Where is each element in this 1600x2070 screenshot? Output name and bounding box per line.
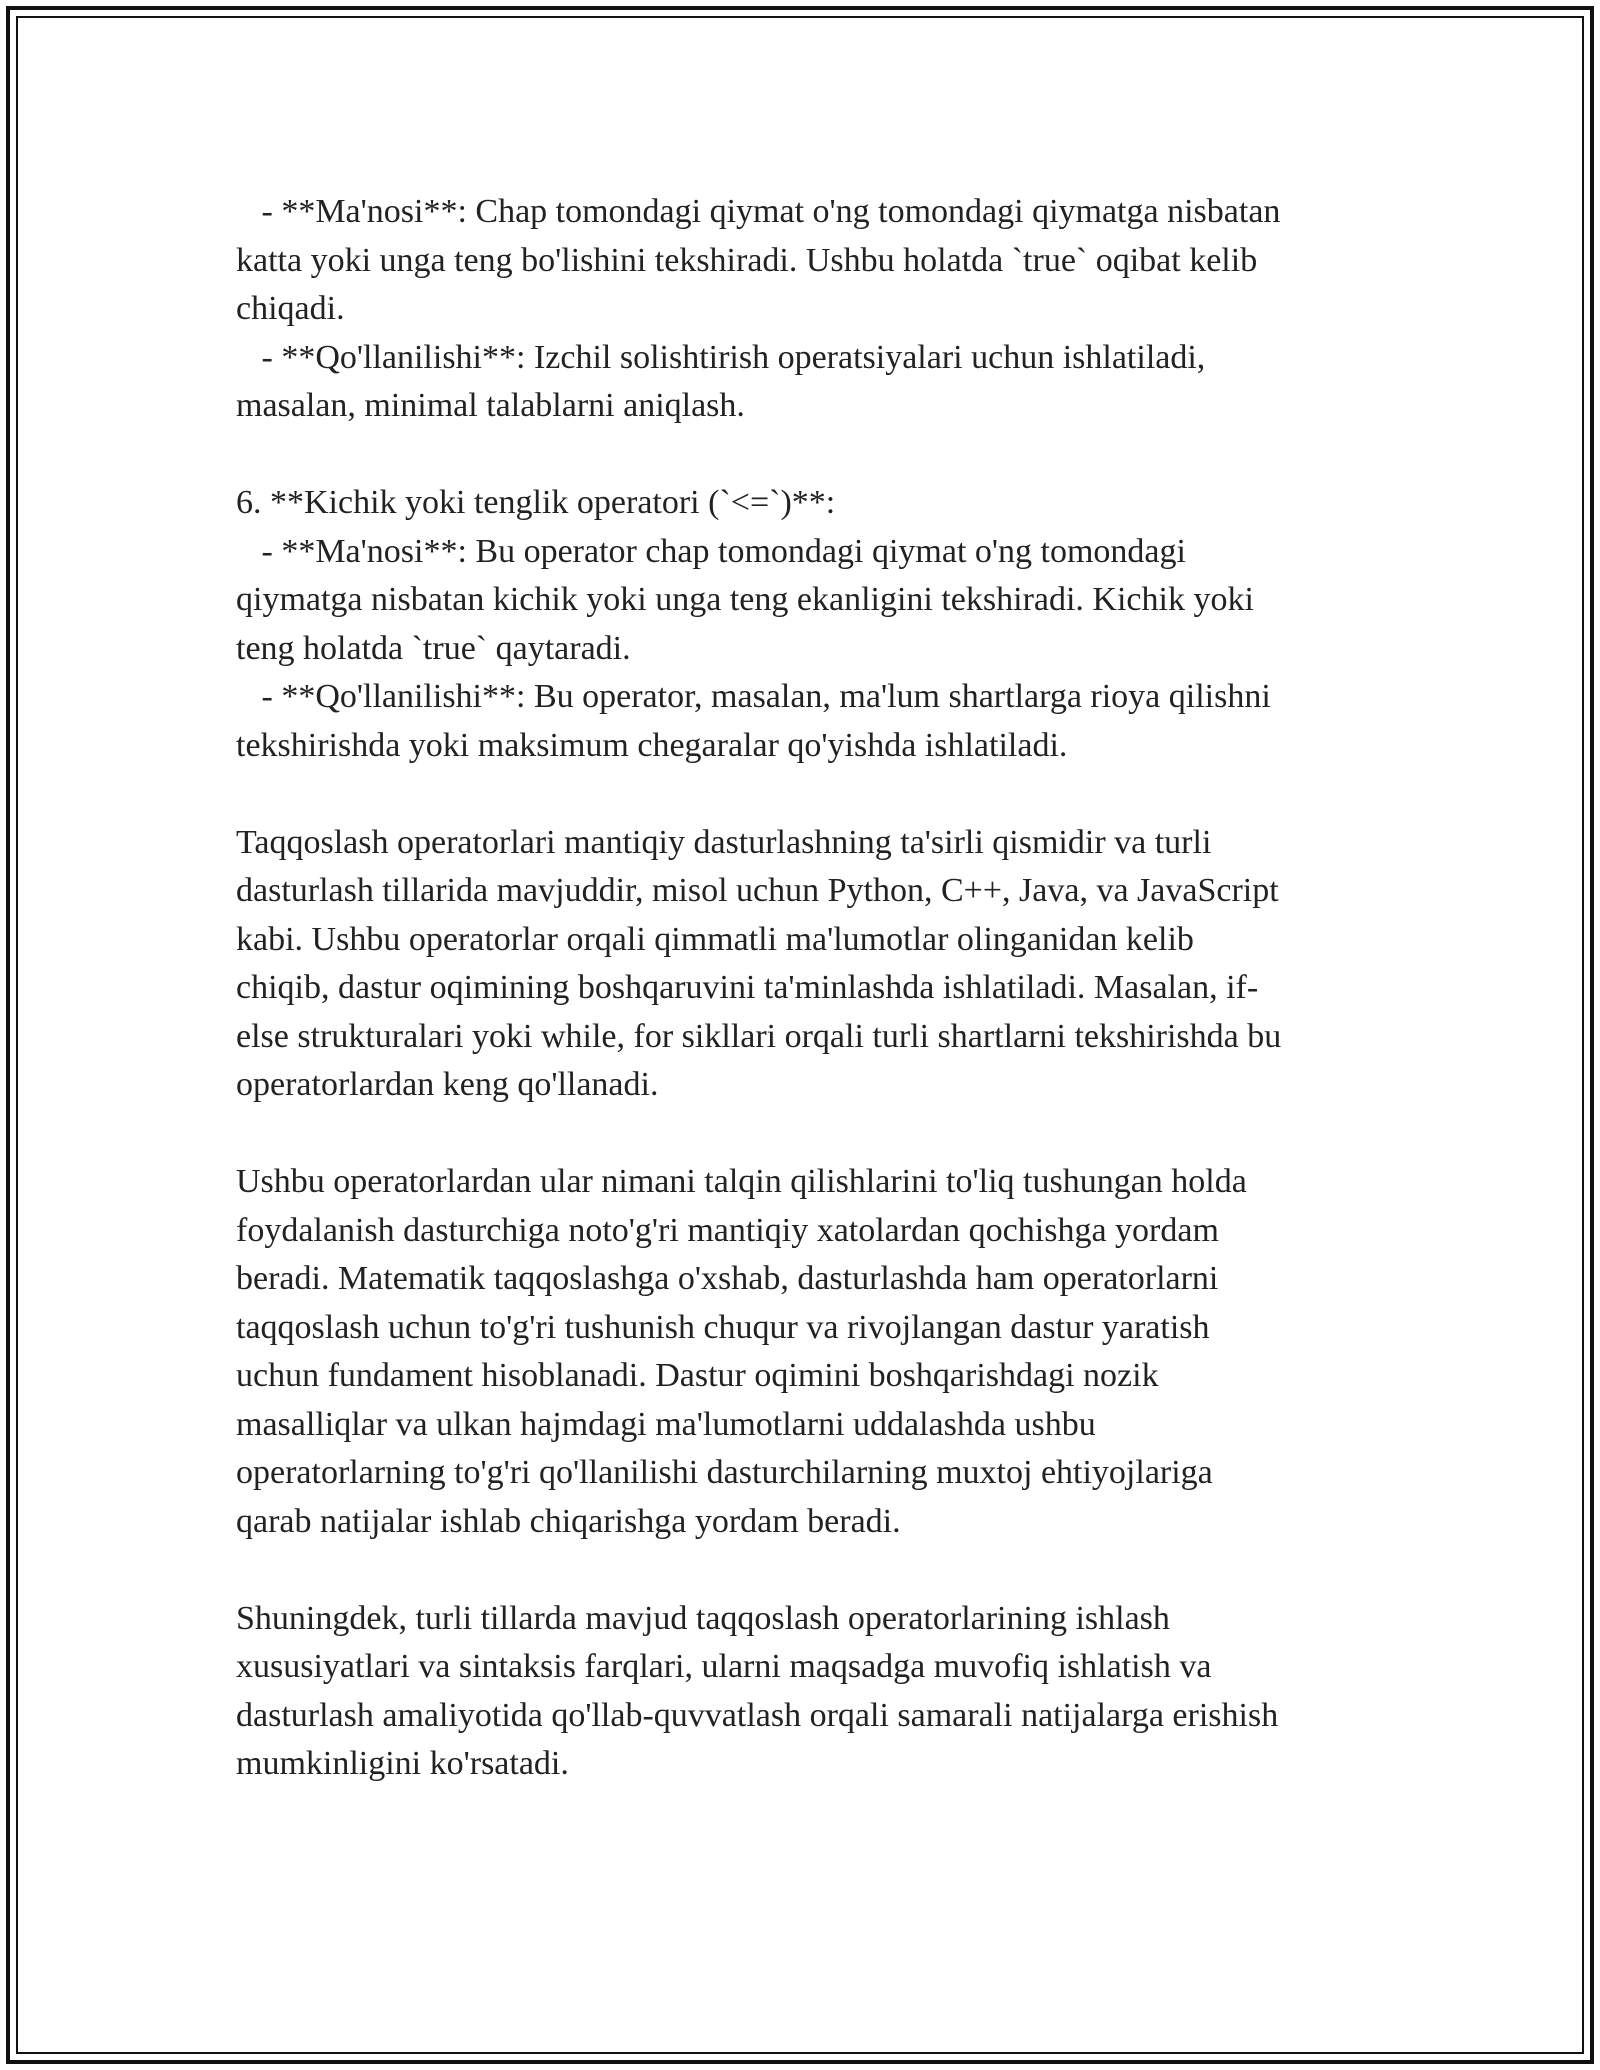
text-line: Ushbu operatorlardan ular nimani talqin qilishlarini to'liq tushungan holda bbox=[236, 1163, 1247, 1200]
text-line: mumkinligini ko'rsatadi. bbox=[236, 1745, 569, 1782]
paragraph-conclusion bbox=[236, 1595, 1376, 1789]
list-item-6 bbox=[236, 479, 1376, 770]
text-line: masalan, minimal talablarni aniqlash. bbox=[236, 387, 745, 424]
text-line: kabi. Ushbu operatorlar orqali qimmatli ma'lumotlar olinganidan kelib bbox=[236, 920, 1194, 958]
text-line: qiymatga nisbatan kichik yoki unga teng ekanligini tekshiradi. Kichik yoki bbox=[236, 581, 1254, 618]
paragraph-spacer bbox=[236, 1546, 1376, 1595]
text-line: xususiyatlari va sintaksis farqlari, ularni maqsadga muvofiq ishlatish va bbox=[236, 1648, 1212, 1685]
text-line: foydalanish dasturchiga noto'g'ri mantiqiy xatolardan qochishga yordam bbox=[236, 1211, 1219, 1249]
text-line: - **Qo'llanilishi**: Izchil solishtirish operatsiyalari uchun ishlatiladi, bbox=[236, 338, 1206, 376]
text-line: operatorlarning to'g'ri qo'llanilishi dasturchilarning muxtoj ehtiyojlariga bbox=[236, 1454, 1213, 1491]
text-line: - **Qo'llanilishi**: Bu operator, masalan, ma'lum shartlarga rioya qilishni bbox=[236, 678, 1271, 715]
document-body bbox=[236, 188, 1376, 1789]
text-line: - **Ma'nosi**: Chap tomondagi qiymat o'ng tomondagi qiymatga nisbatan bbox=[236, 193, 1281, 230]
text-line: Taqqoslash operatorlari mantiqiy dasturlashning ta'sirli qismidir va turli bbox=[236, 823, 1212, 861]
text-line: else strukturalari yoki while, for sikllari orqali turli shartlarni tekshirishda bu bbox=[236, 1017, 1282, 1055]
text-line: operatorlardan keng qo'llanadi. bbox=[236, 1066, 659, 1103]
text-line: taqqoslash uchun to'g'ri tushunish chuqur va rivojlangan dastur yaratish bbox=[236, 1308, 1210, 1346]
text-line: katta yoki unga teng bo'lishini tekshiradi. Ushbu holatda `true` oqibat kelib bbox=[236, 241, 1258, 279]
text-line: Shuningdek, turli tillarda mavjud taqqoslash operatorlarining ishlash bbox=[236, 1599, 1170, 1637]
text-line: chiqadi. bbox=[236, 290, 345, 327]
text-line: dasturlash amaliyotida qo'llab-quvvatlash orqali samarali natijalarga erishish bbox=[236, 1696, 1279, 1734]
text-line: teng holatda `true` qaytaradi. bbox=[236, 629, 631, 667]
text-line: qarab natijalar ishlab chiqarishga yordam beradi. bbox=[236, 1502, 901, 1540]
text-line: dasturlash tillarida mavjuddir, misol uchun Python, C++, Java, va JavaScript bbox=[236, 872, 1279, 909]
text-line: uchun fundament hisoblanadi. Dastur oqimini boshqarishdagi nozik bbox=[236, 1357, 1159, 1394]
paragraph-spacer bbox=[236, 1110, 1376, 1159]
paragraph-comparison-operators bbox=[236, 819, 1376, 1110]
text-line: beradi. Matematik taqqoslashga o'xshab, dasturlashda ham operatorlarni bbox=[236, 1260, 1219, 1297]
paragraph-usage bbox=[236, 1158, 1376, 1546]
text-line: - **Ma'nosi**: Bu operator chap tomondagi qiymat o'ng tomondagi bbox=[236, 532, 1186, 570]
text-line: masalliqlar va ulkan hajmdagi ma'lumotlarni uddalashda ushbu bbox=[236, 1405, 1096, 1443]
text-line: tekshirishda yoki maksimum chegaralar qo'yishda ishlatiladi. bbox=[236, 726, 1068, 764]
text-line: chiqib, dastur oqimining boshqaruvini ta'minlashda ishlatiladi. Masalan, if- bbox=[236, 969, 1259, 1006]
paragraph-spacer bbox=[236, 770, 1376, 819]
paragraph-spacer bbox=[236, 431, 1376, 480]
list-item-5-continuation bbox=[236, 188, 1376, 431]
list-item-heading: 6. **Kichik yoki tenglik operatori (`<=`)**: bbox=[236, 484, 836, 521]
